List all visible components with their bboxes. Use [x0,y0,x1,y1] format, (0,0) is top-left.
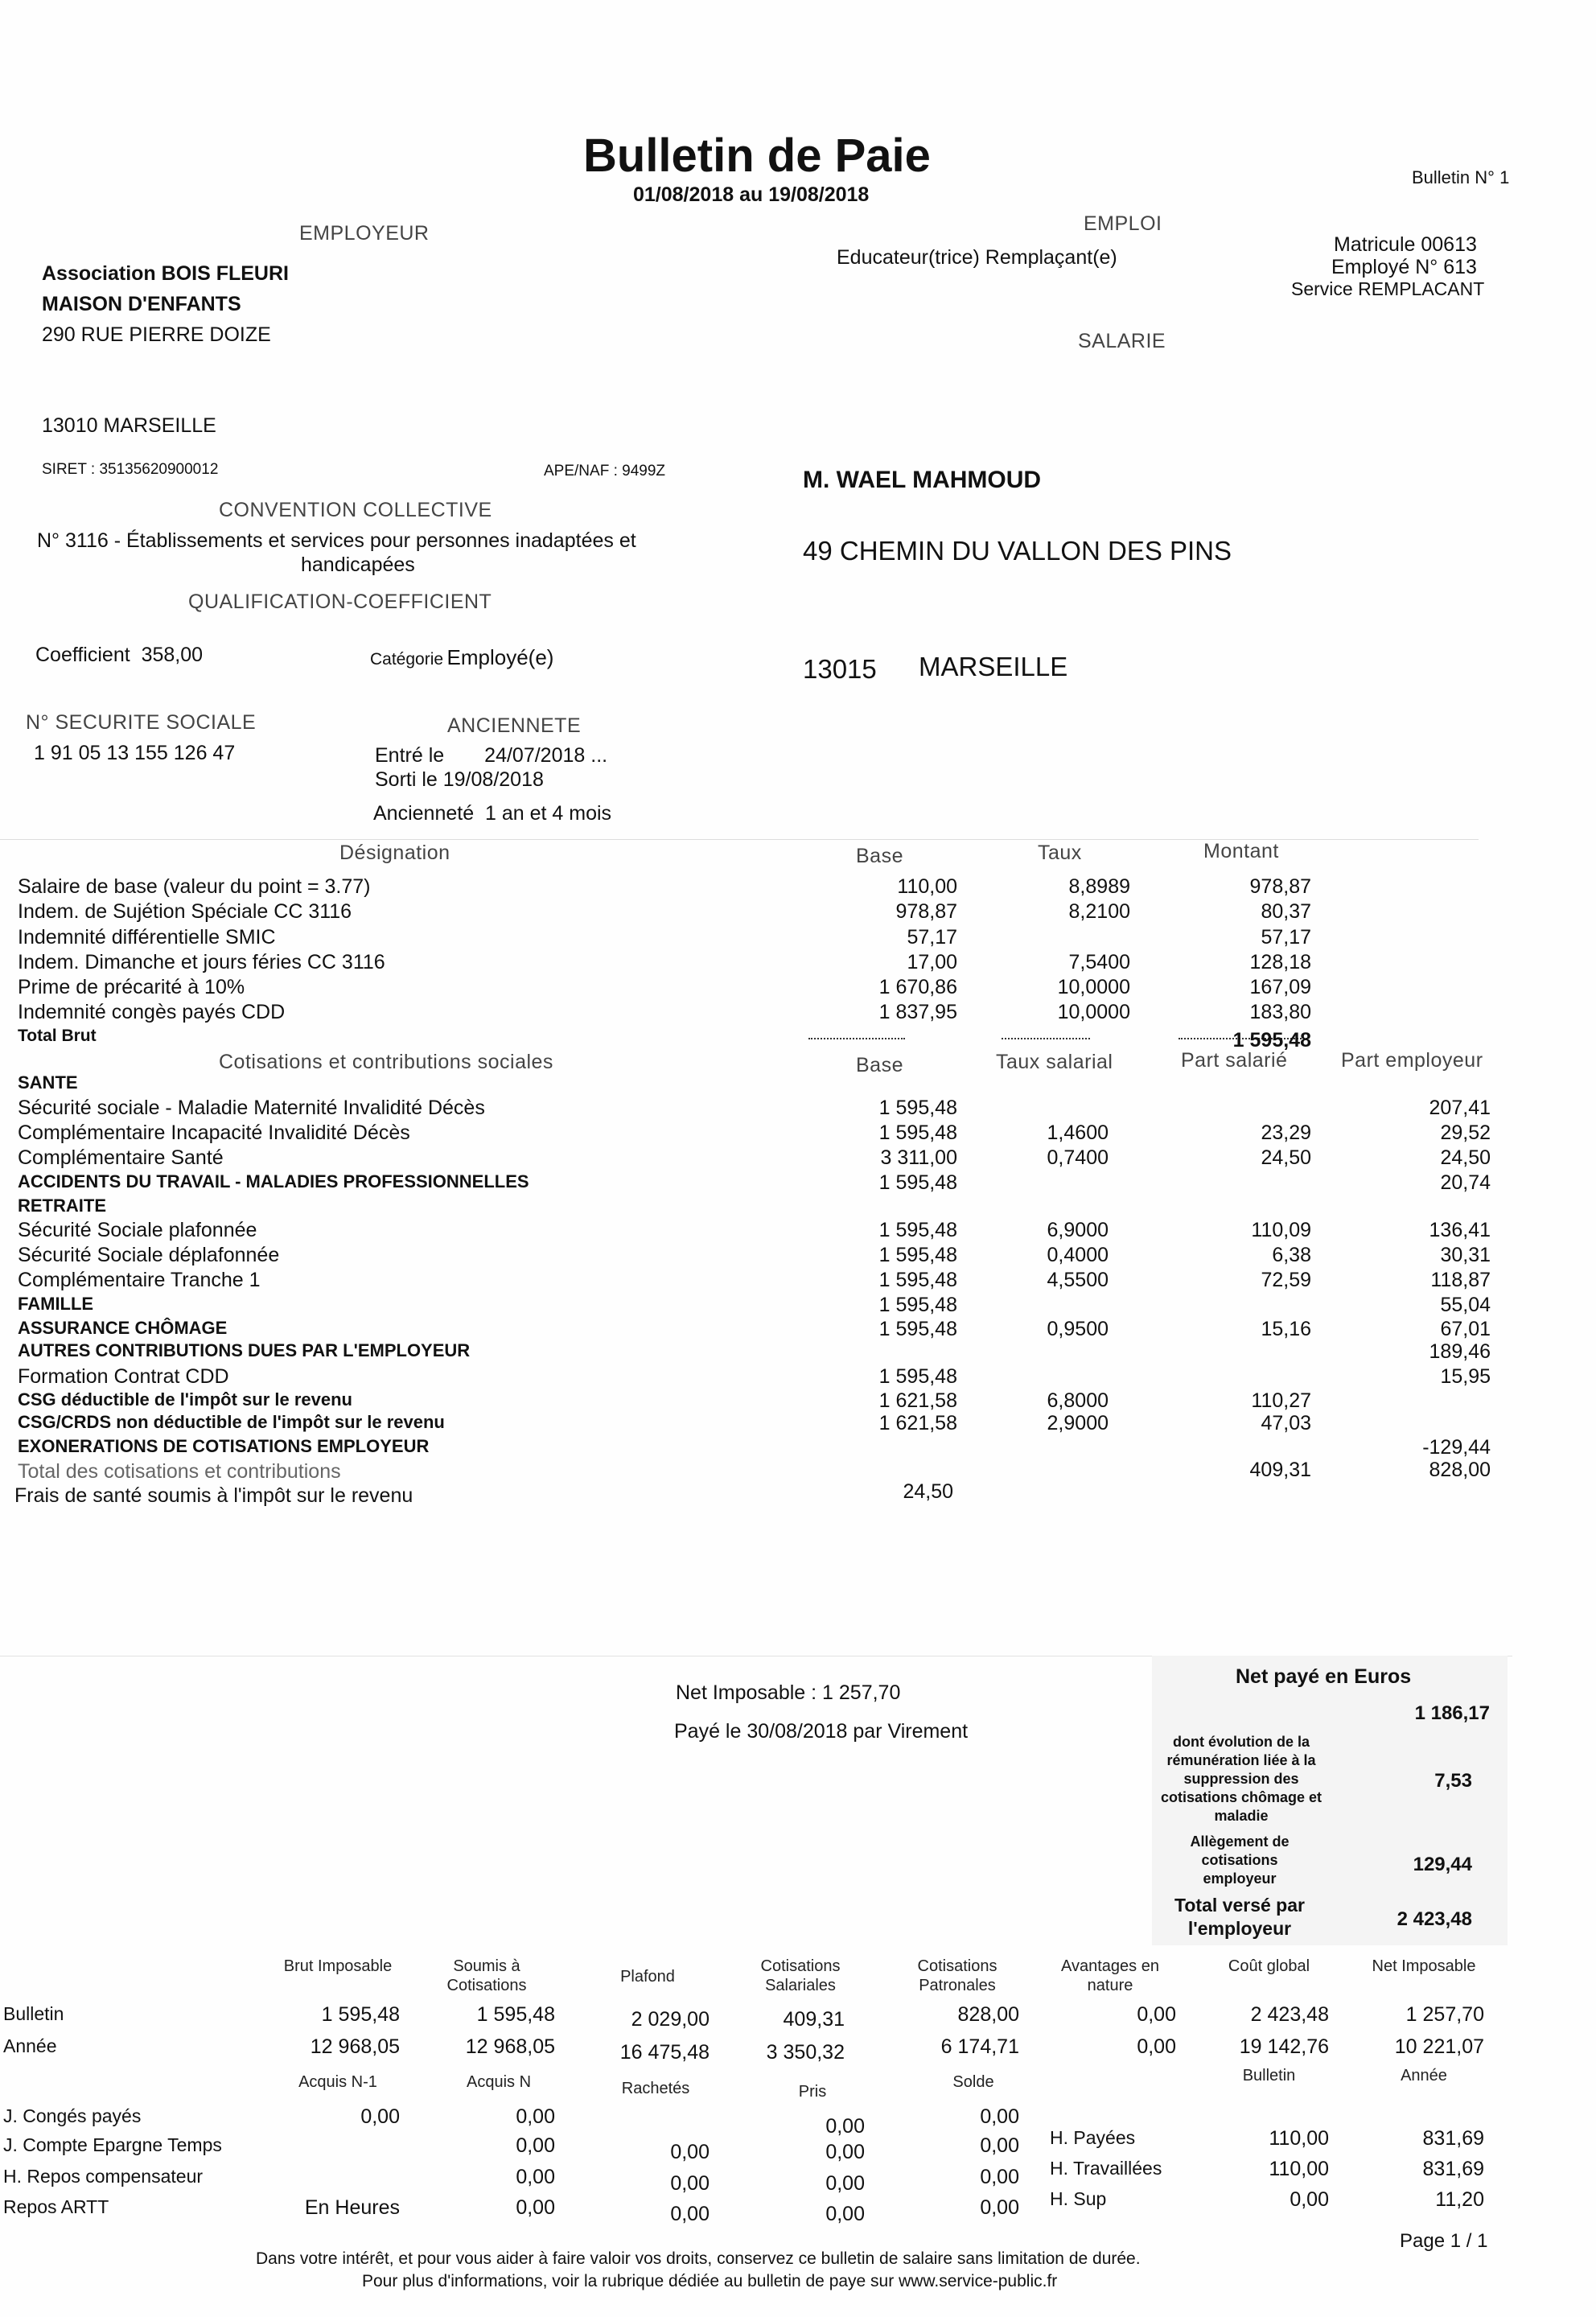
anciennete-label: ANCIENNETE [447,714,582,737]
conges-header: Solde [952,2073,994,2091]
conges-value: 0,00 [825,2172,865,2195]
cotisation-row [0,1436,1596,1460]
pay-period: 01/08/2018 au 19/08/2018 [633,183,870,206]
cumul-annee-label: Année [3,2035,57,2056]
employer-siret: SIRET : 35135620900012 [42,461,219,478]
cotisation-row [0,1412,1596,1436]
cotisation-taux: 0,9500 [1047,1318,1109,1340]
salarie-label: SALARIE [1078,330,1166,352]
net-paye-label: Net payé en Euros [1236,1665,1412,1688]
conges-value: En Heures [304,2196,400,2219]
employer-address: 290 RUE PIERRE DOIZE [42,323,271,346]
conges-value: 0,00 [516,2105,555,2128]
cumul-annee-value: 10 221,07 [1394,2035,1484,2058]
cotisation-part-salarie: 23,29 [1261,1121,1311,1144]
cotisation-row [0,1097,1596,1121]
cotisation-base: 1 595,48 [878,1219,957,1241]
cotisation-row [0,1318,1596,1342]
total-part-salarie: 409,31 [1249,1459,1311,1481]
convention-label: CONVENTION COLLECTIVE [219,499,492,521]
salary-base: 110,00 [897,875,957,898]
cumul-header: Cotisations Patronales [917,1957,998,1994]
footer-line1: Dans votre intérêt, et pour vous aider à faire valoir vos droits, conservez ce bulletin de salaire sans limitation de durée. [256,2249,1141,2268]
frais-sante-base: 24,50 [903,1480,953,1503]
cotisation-part-salarie: 6,38 [1272,1244,1311,1266]
heures-bulletin: 110,00 [1269,2127,1329,2150]
cotisation-part-employeur: 136,41 [1429,1219,1491,1241]
cumul-annee-value: 12 968,05 [310,2035,400,2058]
heures-row-label: H. Sup [1050,2188,1107,2209]
conges-value: 0,00 [825,2203,865,2225]
convention-line2: handicapées [301,554,415,576]
col-cot-base: Base [856,1054,903,1076]
cotisation-base: 1 595,48 [878,1097,957,1119]
anciennete-anc-label: Ancienneté [373,802,475,825]
cotisation-part-salarie: 110,09 [1251,1219,1311,1241]
cotisation-part-salarie: 15,16 [1261,1318,1311,1340]
employer-city: 13010 MARSEILLE [42,414,216,437]
evolution-value: 7,53 [1434,1770,1472,1792]
col-montant: Montant [1203,840,1279,862]
salary-designation: Indemnité différentielle SMIC [18,926,276,949]
cotisation-base: 3 311,00 [880,1146,957,1169]
salary-taux: 7,5400 [1068,951,1130,973]
entree-label: Entré le [375,744,445,767]
heures-bulletin: 0,00 [1290,2188,1329,2211]
employer-label: EMPLOYEUR [299,222,430,245]
cotisation-row [0,1244,1596,1268]
page-title: Bulletin de Paie [583,130,931,182]
cotisation-base: 1 595,48 [878,1294,957,1316]
bulletin-number: Bulletin N° 1 [1412,167,1510,187]
cotisation-row [0,1294,1596,1318]
cotisation-part-employeur: 207,41 [1429,1097,1491,1119]
service: Service REMPLACANT [1291,278,1485,299]
col-base: Base [856,845,903,867]
cotisation-row [0,1146,1596,1171]
cotisation-row [0,1196,1596,1220]
cumul-annee-value: 0,00 [1137,2035,1176,2058]
salarie-city: MARSEILLE [919,652,1068,681]
salary-taux: 8,8989 [1068,875,1130,898]
salary-montant: 80,37 [1261,900,1311,923]
entree-value: 24/07/2018 [484,744,586,767]
evolution-label: dont évolution de la rémunération liée à la suppression des cotisations chômage et maladie [1160,1734,1322,1824]
cotisation-designation: Sécurité Sociale déplafonnée [18,1244,280,1266]
salary-taux: 8,2100 [1068,900,1130,923]
page-number: Page 1 / 1 [1400,2230,1488,2252]
heures-header: Bulletin [1242,2067,1296,2084]
cotisation-designation: Complémentaire Incapacité Invalidité Décès [18,1121,410,1144]
matricule: Matricule 00613 [1334,233,1477,256]
conges-value: 0,00 [825,2115,865,2138]
cotisation-row [0,1340,1596,1364]
cumul-bulletin-value: 828,00 [957,2003,1019,2026]
cotisation-row [0,1219,1596,1243]
emploi-value: Educateur(trice) Remplaçant(e) [837,246,1117,269]
salary-row [0,900,1596,924]
cotisation-part-employeur: 189,46 [1429,1340,1491,1363]
conges-value: 0,00 [980,2134,1019,2157]
cotisation-base: 1 621,58 [878,1389,957,1412]
categorie [370,645,553,670]
cumul-header: Soumis à Cotisations [446,1957,527,1994]
employer-name: Association BOIS FLEURI [42,262,289,285]
salary-base: 17,00 [907,951,957,973]
total-part-employeur: 828,00 [1429,1459,1491,1481]
cotisation-designation: CSG/CRDS non déductible de l'impôt sur le revenu [18,1412,445,1432]
secu-label: N° SECURITE SOCIALE [26,711,257,734]
cotisation-base: 1 595,48 [878,1121,957,1144]
cotisation-taux: 4,5500 [1047,1269,1109,1291]
cotisation-part-employeur: 29,52 [1440,1121,1491,1144]
conges-header: Acquis N-1 [298,2073,377,2091]
cotisation-taux: 6,8000 [1047,1389,1109,1412]
cotisation-taux: 0,4000 [1047,1244,1109,1266]
cotisation-designation: Complémentaire Tranche 1 [18,1269,261,1291]
cotisation-designation: Sécurité sociale - Maladie Maternité Invalidité Décès [18,1097,485,1119]
cumul-bulletin-value: 1 595,48 [321,2003,400,2026]
salary-montant: 167,09 [1249,976,1311,998]
conges-row-label: J. Compte Epargne Temps [3,2134,222,2155]
cumul-header: Net Imposable [1372,1957,1476,1975]
salary-designation: Indem. de Sujétion Spéciale CC 3116 [18,900,352,923]
cotisation-part-employeur: -129,44 [1422,1436,1491,1459]
emploi-label: EMPLOI [1084,212,1162,235]
frais-sante-label: Frais de santé soumis à l'impôt sur le revenu [14,1484,413,1507]
col-designation: Désignation [339,842,450,864]
cotisation-base: 1 621,58 [878,1412,957,1434]
salary-taux: 10,0000 [1057,976,1130,998]
heures-bulletin: 110,00 [1269,2158,1329,2180]
total-brut-label: Total Brut [18,1027,97,1045]
cotisation-part-employeur: 55,04 [1440,1294,1491,1316]
cotisation-part-salarie: 110,27 [1251,1389,1311,1412]
heures-header: Année [1401,2067,1447,2084]
cotisation-designation: ACCIDENTS DU TRAVAIL - MALADIES PROFESSIONNELLES [18,1171,529,1191]
total-brut-value: 1 595,48 [1232,1029,1311,1051]
heures-annee: 831,69 [1422,2127,1484,2150]
cumul-annee-value: 16 475,48 [619,2041,710,2064]
conges-row-label: H. Repos compensateur [3,2166,204,2187]
conges-value: 0,00 [670,2172,710,2195]
cotisation-taux: 0,7400 [1047,1146,1109,1169]
employer-ape: APE/NAF : 9499Z [544,463,666,479]
salary-designation: Prime de précarité à 10% [18,976,245,998]
cotisation-designation: FAMILLE [18,1294,94,1314]
cotisation-row [0,1121,1596,1146]
cumul-header: Avantages en nature [1061,1957,1159,1994]
cotisation-part-employeur: 15,95 [1440,1365,1491,1388]
col-part-salarie: Part salarié [1181,1049,1288,1072]
conges-value: 0,00 [360,2105,400,2128]
conges-value: 0,00 [980,2105,1019,2128]
heures-row-label: H. Payées [1050,2127,1136,2148]
conges-value: 0,00 [516,2166,555,2188]
cumul-bulletin-value: 2 029,00 [631,2008,710,2031]
cotisation-base: 1 595,48 [878,1171,957,1194]
cotisation-part-salarie: 47,03 [1261,1412,1311,1434]
salarie-name: M. WAEL MAHMOUD [803,467,1042,493]
conges-header: Pris [798,2083,827,2101]
heures-row-label: H. Travaillées [1050,2158,1162,2179]
cotisation-designation: SANTE [18,1072,78,1093]
categorie-label: Catégorie [370,650,444,669]
cumul-bulletin-value: 409,31 [783,2008,845,2031]
conges-row-label: J. Congés payés [3,2105,142,2126]
salary-row [0,1001,1596,1025]
convention-line1: N° 3116 - Établissements et services pour personnes inadaptées et [37,529,636,552]
conges-value: 0,00 [825,2141,865,2163]
taux-dotted-rule [1002,1033,1090,1039]
cotisation-row [0,1389,1596,1414]
conges-header: Acquis N [466,2073,532,2091]
cotisation-base: 1 595,48 [878,1244,957,1266]
cumul-bulletin-value: 0,00 [1137,2003,1176,2026]
total-cotisations-label: Total des cotisations et contributions [18,1460,341,1483]
conges-value: 0,00 [980,2196,1019,2219]
col-cotisations: Cotisations et contributions sociales [219,1051,553,1073]
cotisation-part-employeur: 30,31 [1440,1244,1491,1266]
cotisation-row [0,1365,1596,1389]
cotisation-designation: RETRAITE [18,1196,106,1216]
base-dotted-rule [808,1033,905,1039]
salary-montant: 57,17 [1261,926,1311,949]
col-taux: Taux [1038,842,1082,864]
anciennete-value [373,802,611,825]
salary-row [0,926,1596,950]
cotisation-base: 1 595,48 [878,1365,957,1388]
cumul-header: Brut Imposable [283,1957,393,1975]
conges-value: 0,00 [516,2196,555,2219]
categorie-value: Employé(e) [446,645,554,669]
heures-annee: 11,20 [1435,2188,1484,2211]
cotisation-row [0,1171,1596,1196]
salary-designation: Salaire de base (valeur du point = 3.77) [18,875,371,898]
cumul-header: Coût global [1228,1957,1310,1975]
cumul-annee-value: 12 968,05 [465,2035,555,2058]
salary-montant: 128,18 [1249,951,1311,973]
cotisation-designation: Sécurité Sociale plafonnée [18,1219,257,1241]
cotisation-part-salarie: 72,59 [1261,1269,1311,1291]
sortie: Sorti le 19/08/2018 [375,768,544,791]
salary-montant: 978,87 [1249,875,1311,898]
cotisation-base: 1 595,48 [878,1269,957,1291]
employe-number: Employé N° 613 [1331,256,1477,278]
conges-value: 0,00 [516,2134,555,2157]
cotisation-part-employeur: 118,87 [1430,1269,1491,1291]
cotisation-taux: 1,4600 [1047,1121,1109,1144]
secu-value: 1 91 05 13 155 126 47 [34,742,236,764]
salary-base: 1 837,95 [878,1001,957,1023]
salarie-postal: 13015 [803,654,877,684]
conges-value: 0,00 [670,2141,710,2163]
cumul-bulletin-value: 1 257,70 [1405,2003,1484,2026]
cotisation-part-employeur: 67,01 [1440,1318,1491,1340]
salary-row [0,951,1596,975]
salary-designation: Indem. Dimanche et jours féries CC 3116 [18,951,385,973]
cotisation-designation: Complémentaire Santé [18,1146,224,1169]
salary-montant: 183,80 [1249,1001,1311,1023]
coefficient-value: 358,00 [141,644,204,666]
salary-row [0,976,1596,1000]
qualification-label: QUALIFICATION-COEFFICIENT [188,591,492,613]
total-employeur-value: 2 423,48 [1396,1908,1472,1930]
col-part-employeur: Part employeur [1341,1049,1483,1072]
salary-base: 1 670,86 [878,976,957,998]
conges-header: Rachetés [621,2080,690,2097]
paid-date: Payé le 30/08/2018 par Virement [674,1720,969,1743]
cumul-bulletin-label: Bulletin [3,2003,64,2024]
cotisation-row [0,1269,1596,1293]
net-imposable: Net Imposable : 1 257,70 [676,1681,901,1704]
salary-base: 57,17 [907,926,957,949]
cotisation-part-employeur: 24,50 [1440,1146,1491,1169]
cumul-header: Plafond [620,1968,675,1986]
salarie-address: 49 CHEMIN DU VALLON DES PINS [803,536,1232,566]
cotisation-part-salarie: 24,50 [1261,1146,1311,1169]
entree: Entré le 24/07/2018 ... [375,744,608,767]
cotisation-row [0,1072,1596,1097]
cumul-bulletin-value: 1 595,48 [476,2003,555,2026]
coefficient-label: Coefficient [35,644,130,666]
cotisation-taux: 2,9000 [1047,1412,1109,1434]
coefficient [35,644,203,667]
salary-designation: Indemnité congès payés CDD [18,1001,286,1023]
cotisation-designation: AUTRES CONTRIBUTIONS DUES PAR L'EMPLOYEUR [18,1340,471,1360]
cotisation-designation: ASSURANCE CHÔMAGE [18,1318,228,1338]
net-paye-value: 1 186,17 [1414,1702,1490,1724]
cumul-annee-value: 3 350,32 [766,2041,845,2064]
total-employeur-label: Total versé par l'employeur [1174,1895,1305,1939]
cumul-annee-value: 6 174,71 [940,2035,1019,2058]
cotisation-taux: 6,9000 [1047,1219,1109,1241]
cumul-header: Cotisations Salariales [760,1957,841,1994]
cotisation-part-employeur: 20,74 [1440,1171,1491,1194]
salary-taux: 10,0000 [1057,1001,1130,1023]
cotisation-designation: Formation Contrat CDD [18,1365,229,1388]
allegement-label: Allègement de cotisations employeur [1190,1833,1290,1887]
footer-line2: Pour plus d'informations, voir la rubrique dédiée au bulletin de paye sur www.service-public.fr [362,2272,1058,2290]
col-taux-salarial: Taux salarial [996,1051,1113,1073]
conges-value: 0,00 [980,2166,1019,2188]
conges-row-label: Repos ARTT [3,2196,109,2217]
allegement-value: 129,44 [1413,1854,1472,1875]
cotisation-base: 1 595,48 [878,1318,957,1340]
cotisation-designation: CSG déductible de l'impôt sur le revenu [18,1389,352,1410]
cumul-annee-value: 19 142,76 [1239,2035,1329,2058]
anciennete-anc-value: 1 an et 4 mois [485,802,612,825]
cumul-bulletin-value: 2 423,48 [1250,2003,1329,2026]
cotisation-designation: EXONERATIONS DE COTISATIONS EMPLOYEUR [18,1436,430,1456]
salary-base: 978,87 [895,900,957,923]
heures-annee: 831,69 [1422,2158,1484,2180]
conges-value: 0,00 [670,2203,710,2225]
salary-row [0,875,1596,899]
employer-name2: MAISON D'ENFANTS [42,293,241,315]
